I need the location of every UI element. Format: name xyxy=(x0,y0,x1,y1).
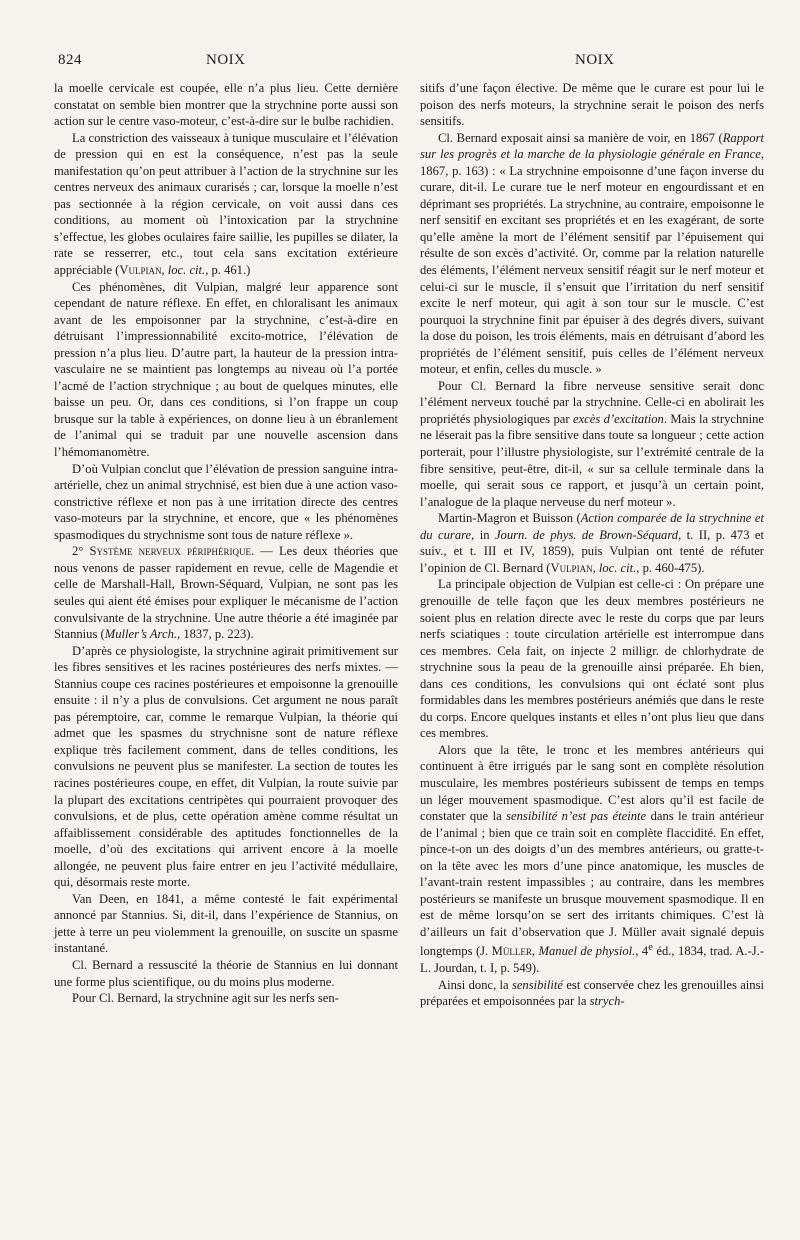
left-running-title: NOIX xyxy=(206,52,246,68)
paragraph: La principale objection de Vulpian est celle-ci : On prépare une grenouille de telle façon que les deux membres postérieurs ne soient plus en relation directe avec le reste du corps que par leurs nerfs sciatiques : toute circulation artérielle est interrompue dans ces membres. Cela fait, on injecte 2 milligr. de chlorhydrate de strychnine sous la peau de la grenouille ainsi préparée. Eh bien, dans ces conditions, les convulsions qui ont éclaté sont plus formidables dans les membres postérieurs anémiés que dans le reste du corps. Encore quelques instants et elles n’ont plus lieu que dans ces membres. xyxy=(420,577,764,741)
paragraph: Cl. Bernard exposait ainsi sa manière de voir, en 1867 (Rapport sur les progrès et la marche de la physiologie générale en France, 1867, p. 163) : « La strychnine empoisonne d’une façon inverse du curare, dit-il. Le curare tue le nerf moteur en engourdissant et en déprimant ses propriétés. La strychnine, au contraire, empoisonne le nerf sensitif en excitant ses propriétés et en les exagérant, de sorte qu’elle amène la mort de l’élément sensitif par l’épuisement qui résulte de son excès d’activité. Or, comme par la relation naturelle des éléments, l’élément nerveux sensitif réagit sur le nerf moteur et celui-ci sur le muscle, il s’ensuit que l’irritation du nerf sensitif excite le nerf moteur, qui agit à son tour sur le muscle. C’est pourquoi la strychnine finit par épuiser à des degrés divers, suivant la dose du poison, les trois éléments, mais en détruisant d’abord les propriétés de l’élément sensitif, puis celles de l’élément nerveux moteur, et enfin, celles du muscle. » xyxy=(420,130,764,377)
paragraph: Ces phénomènes, dit Vulpian, malgré leur apparence sont cependant de nature réflexe. En effet, en chloralisant les animaux avant de les empoisonner par la strychnine, c’est-à-dire en détruisant l’impressionnabilité excito-motrice, l’élévation de pression n’a plus lieu. D’autre part, la hauteur de la pression intra-vasculaire ne se maintient pas longtemps au niveau où l’a portée l’acmé de l’action strychnique ; au bout de quelques minutes, elle baisse un peu. Or, dans ces conditions, si l’on frappe un coup brusque sur la table à expériences, on donne lieu à un ébranlement de l’animal qui se traduit par une nouvelle ascension dans l’hémomanomètre. xyxy=(54,279,398,460)
paragraph: 2° Système nerveux périphérique. — Les deux théories que nous venons de passer rapidement en revue, celle de Magendie et celle de Marshall-Hall, Brown-Séquard, Vulpian, ne sont pas les seules qui aient été émises pour expliquer le mécanisme de l’action convulsivante de la strychnine. Une autre théorie a été imaginée par Stannius (Muller’s Arch., 1837, p. 223). xyxy=(54,544,398,642)
paragraph: Cl. Bernard a ressuscité la théorie de Stannius en lui donnant une forme plus scientifique, ou du moins plus moderne. xyxy=(54,957,398,989)
paragraph: Martin-Magron et Buisson (Action comparée de la strychnine et du curare, in Journ. de phys. de Brown-Séquard, t. II, p. 473 et suiv., et t. III et IV, 1859), puis Vulpian ont tenté de réfuter l’opinion de Cl. Bernard (Vulpian, loc. cit., p. 460-475). xyxy=(420,511,765,575)
right-running-title: NOIX xyxy=(575,52,615,68)
page-number: 824 xyxy=(58,52,82,68)
paragraph: Van Deen, en 1841, a même contesté le fait expérimental annoncé par Stannius. Si, dit-il, dans l’expérience de Stannius, on jette à terre un peu violemment la grenouille, on suscite un spasme instantané. xyxy=(54,891,398,956)
left-column xyxy=(54,80,398,1007)
paragraph: D’où Vulpian conclut que l’élévation de pression sanguine intra-artérielle, chez un animal strychnisé, est bien due à une action vaso-constrictive réflexe et non pas à une irritation directe des centres vaso-moteurs par la strychnine, et encore, que « les phénomènes spasmodiques du strychnisme sont tous de nature réflexe ». xyxy=(54,461,398,542)
paragraph: La constriction des vaisseaux à tunique musculaire et l’élévation de pression qui en est la conséquence, n’est pas la seule manifestation qu’on peut attribuer à l’action de la strychnine sur les centres nerveux des animaux curarisés ; car, lorsque la moelle n’est pas sectionnée à la région cervicale, on voit aussi dans ces conditions, au moment où l’intoxication par la strychnine s’effectue, les globes oculaires faire saillie, les pupilles se dilater, la rate se resserrer, etc., tout cela sans excitation extérieure appréciable (Vulpian, loc. cit., p. 461.) xyxy=(54,130,398,278)
paragraph: Pour Cl. Bernard, la strychnine agit sur les nerfs sen- xyxy=(72,991,339,1006)
paragraph: Pour Cl. Bernard la fibre nerveuse sensitive serait donc l’élément nerveux touché par la strychnine. Celle-ci en abolirait les propriétés physiologiques par excès d’excitation. Mais la strychnine ne léserait pas la fibre sensitive dans toute sa longueur ; cette action porterait, pour l’illustre physiologiste, sur l’extrémité centrale de la fibre sensitive, peut-être, dit-il, « sur sa cellule terminale dans la moelle, qui serait sous ce rapport, et jusqu’à un certain point, l’analogue de la plaque nerveuse du nerf moteur ». xyxy=(420,378,764,509)
right-column xyxy=(420,80,764,1010)
paragraph: Ainsi donc, la sensibilité est conservée chez les grenouilles ainsi préparées et empoisonnées par la strych- xyxy=(420,977,764,1009)
paragraph: sitifs d’une façon élective. De même que le curare est pour lui le poison des nerfs moteurs, la strychnine serait le poison des nerfs sensitifs. xyxy=(420,81,764,129)
paragraph: Alors que la tête, le tronc et les membres antérieurs qui continuent à être irrigués par le sang sont en complète résolution musculaire, les membres postérieurs subissent de temps en temps un léger mouvement spasmodique. C’est alors qu’il est facile de constater que la sensibilité n’est pas éteinte dans le train antérieur de l’animal ; bien que ce train soit en complète flaccidité. En effet, pince-t-on un des doigts d’un des membres antérieurs, ou gratte-t-on la tête avec les mors d’une pince anatomique, les muscles de l’avant-train restent impassibles ; au contraire, dans les membres postérieurs se manifeste un brusque mouvement spasmodique. Il en est de même lorsqu’on se sert des irritants chimiques. C’est là d’ailleurs un fait d’observation que J. Müller avait signalé depuis longtemps (J. Müller, Manuel de physiol., 4e éd., 1834, trad. A.-J.-L. Jourdan, t. I, p. 549). xyxy=(420,742,765,976)
paragraph: la moelle cervicale est coupée, elle n’a plus lieu. Cette dernière constatat on semble bien montrer que la strychnine porte aussi son action sur le centre vaso-moteur, c’est-à-dire sur le bulbe rachidien. xyxy=(54,81,398,129)
paragraph: D’après ce physiologiste, la strychnine agirait primitivement sur les fibres sensitives et les racines postérieures des nerfs mixtes. — Stannius coupe ces racines postérieures et empoisonne la grenouille ensuite : il n’y a plus de convulsions. Cet argument ne nous paraît pas péremptoire, car, comme le remarque Vulpian, la théorie qui admet que les spasmes du strychnisne sont de nature réflexe explique très facilement comment, dans de telles conditions, les convulsions ne peuvent plus se manifester. La section de toutes les racines postérieures coupe, en effet, dit Vulpian, la route suivie par la plupart des excitations centripètes qui pourraient provoquer des convulsions, et de plus, cette opération amène comme résultat un affaiblissement considérable des aptitudes fonctionnelles de la moelle, d’où des excitations qui arrivent encore à la moelle allongée, ne peuvent plus faire entrer en jeu l’activité médullaire, qui, désormais reste morte. xyxy=(54,643,398,890)
running-header xyxy=(0,52,800,72)
